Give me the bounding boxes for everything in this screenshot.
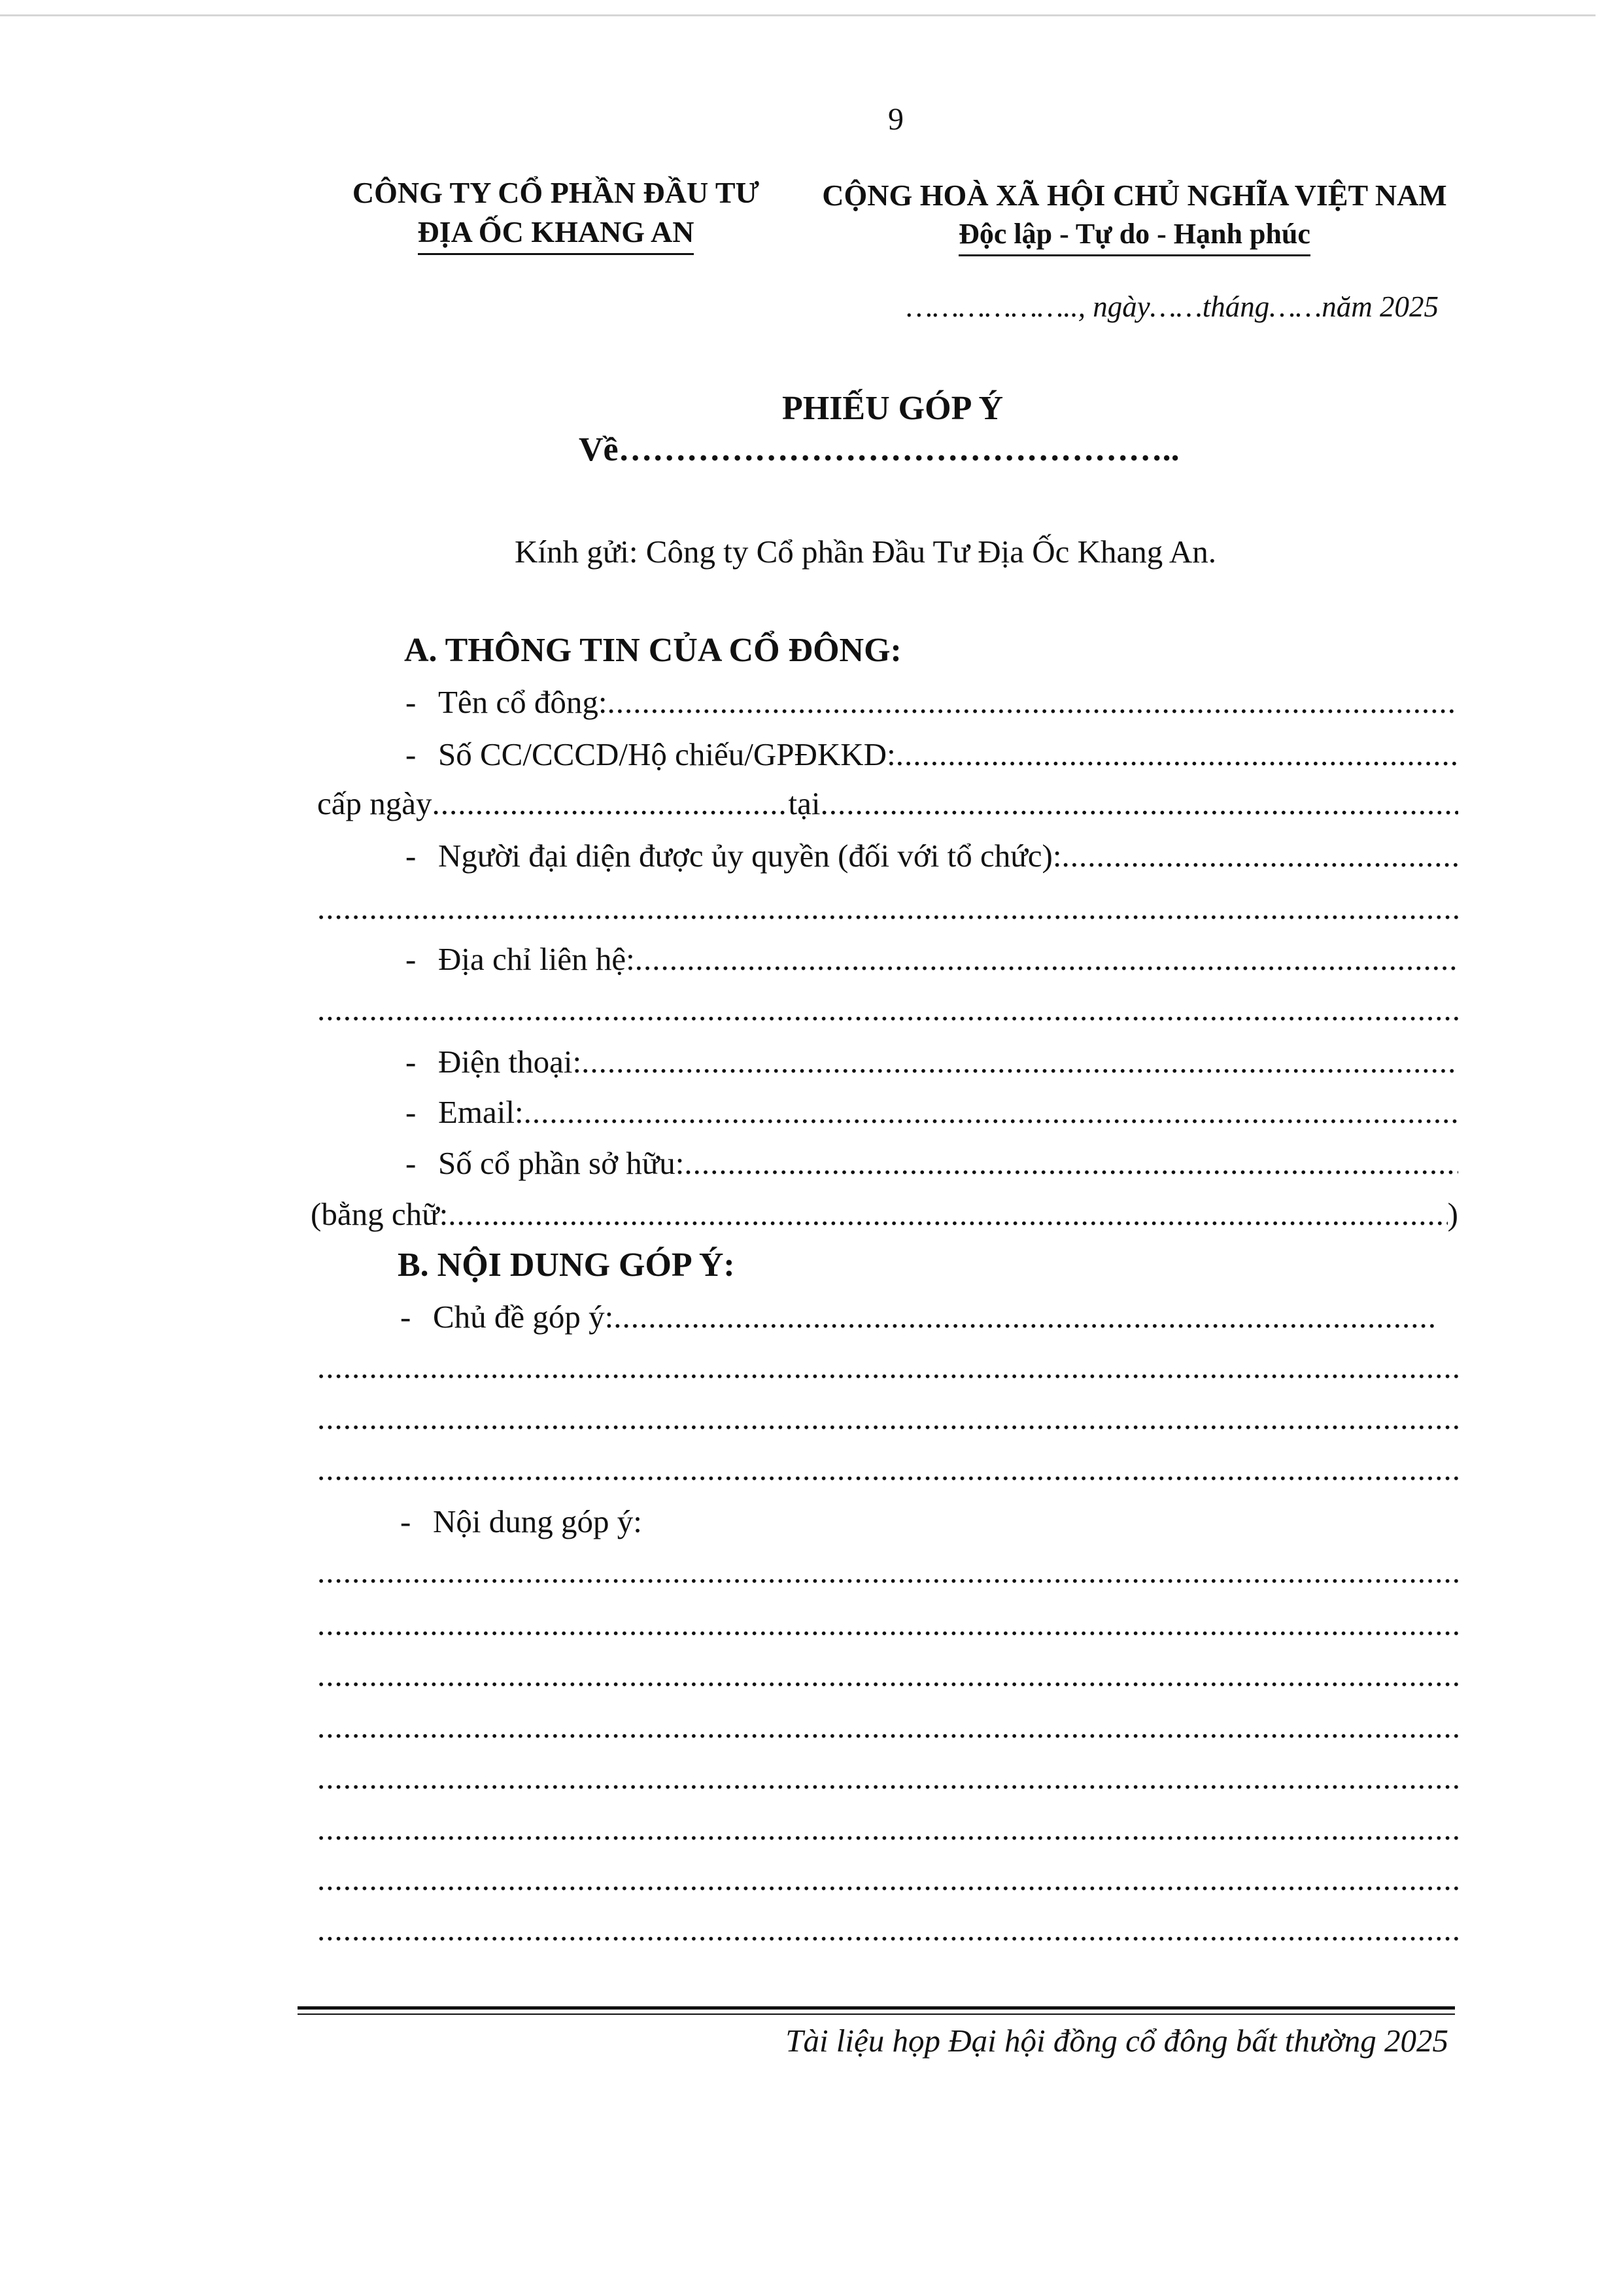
bullet-dash: -	[400, 1299, 411, 1335]
fill-line	[317, 1348, 1458, 1386]
fill-line	[317, 1810, 1458, 1847]
field-label: Nội dung góp ý:	[433, 1503, 642, 1539]
national-title: CỘNG HOÀ XÃ HỘI CHỦ NGHĨA VIỆT NAM	[822, 179, 1447, 212]
phone-field[interactable]	[405, 1043, 1458, 1080]
company-name-line2: ĐỊA ỐC KHANG AN	[418, 214, 694, 255]
footer-text: Tài liệu họp Đại hội đồng cổ đông bất thường 2025	[785, 2023, 1448, 2059]
national-motto-wrapper	[791, 217, 1478, 256]
issue-date-place-field[interactable]	[317, 785, 1458, 822]
recipient-line: Kính gửi: Công ty Cổ phần Đầu Tư Địa Ốc Khang An.	[515, 534, 1216, 570]
content-line[interactable]	[317, 1708, 1458, 1745]
fill-line	[820, 785, 1458, 822]
bullet-dash: -	[400, 1503, 411, 1539]
shares-owned-field[interactable]	[405, 1144, 1458, 1182]
fill-line	[607, 683, 1458, 721]
fill-line	[684, 1144, 1458, 1182]
bullet-dash: -	[405, 684, 417, 720]
topic-field[interactable]	[400, 1298, 1437, 1335]
id-number-field[interactable]	[405, 736, 1458, 773]
fill-line	[448, 1195, 1447, 1233]
field-label: Địa chỉ liên hệ:	[438, 941, 635, 977]
field-label: Số CC/CCCD/Hộ chiếu/GPĐKKD:	[438, 736, 896, 772]
field-label: Người đại diện được ủy quyền (đối với tổ chức):	[438, 838, 1062, 874]
bullet-dash: -	[405, 941, 417, 977]
content-line[interactable]	[317, 1656, 1458, 1694]
fill-line	[524, 1093, 1458, 1131]
address-field[interactable]	[405, 940, 1458, 978]
national-motto: Độc lập - Tự do - Hạnh phúc	[959, 217, 1310, 256]
address-field-continued[interactable]	[317, 991, 1458, 1028]
fill-line	[317, 1656, 1458, 1694]
topic-line[interactable]	[317, 1450, 1458, 1488]
company-name-line1: CÔNG TY CỔ PHẦN ĐẦU TƯ	[352, 176, 760, 209]
fill-line	[317, 1860, 1458, 1898]
topic-line[interactable]	[317, 1348, 1458, 1386]
field-label: Chủ đề góp ý:	[433, 1299, 614, 1335]
bullet-dash: -	[405, 1044, 417, 1080]
topic-line[interactable]	[317, 1399, 1458, 1437]
field-label: cấp ngày	[317, 785, 432, 821]
bullet-dash: -	[405, 838, 417, 874]
fill-line	[1061, 837, 1458, 874]
date-line: ……………….., ngày……tháng……năm 2025	[906, 290, 1439, 323]
company-name-line2-wrapper	[320, 214, 791, 255]
bullet-dash: -	[405, 736, 417, 772]
page-number: 9	[888, 102, 904, 137]
fill-line	[432, 785, 789, 822]
section-a-heading: A. THÔNG TIN CỦA CỔ ĐÔNG:	[404, 632, 902, 669]
content-line[interactable]	[317, 1605, 1458, 1643]
fill-line	[317, 1911, 1458, 1948]
field-label: Email:	[438, 1094, 524, 1130]
email-field[interactable]	[405, 1093, 1458, 1131]
field-label: Số cổ phần sở hữu:	[438, 1145, 685, 1181]
fill-line	[581, 1043, 1458, 1080]
fill-line	[317, 1450, 1458, 1488]
field-label: (bằng chữ:	[311, 1196, 449, 1232]
fill-line	[896, 736, 1458, 773]
shareholder-name-field[interactable]	[405, 683, 1458, 721]
fill-line	[317, 1553, 1458, 1590]
fill-line	[317, 889, 1458, 927]
content-line[interactable]	[317, 1759, 1458, 1796]
footer-rule-thin	[298, 2013, 1455, 2015]
bullet-dash: -	[405, 1094, 417, 1130]
representative-field-continued[interactable]	[317, 889, 1458, 927]
bullet-dash: -	[405, 1145, 417, 1181]
fill-line	[317, 1708, 1458, 1745]
content-line[interactable]	[317, 1810, 1458, 1847]
shares-in-words-field[interactable]	[311, 1195, 1458, 1233]
field-label: tại	[788, 785, 821, 821]
form-subject: Về…………………………………………..	[579, 431, 1180, 468]
fill-line	[317, 1759, 1458, 1796]
representative-field[interactable]	[405, 837, 1458, 874]
fill-line	[635, 940, 1458, 978]
field-label: Tên cổ đông:	[438, 684, 607, 720]
closing-parenthesis: )	[1447, 1196, 1458, 1232]
field-label: Điện thoại:	[438, 1044, 582, 1080]
fill-line	[317, 1399, 1458, 1437]
content-line[interactable]	[317, 1553, 1458, 1590]
scan-edge-line	[0, 14, 1596, 16]
form-title: PHIẾU GÓP Ý	[781, 390, 1004, 427]
footer-rule-thick	[298, 2006, 1455, 2010]
section-b-heading: B. NỘI DUNG GÓP Ý:	[398, 1246, 735, 1284]
fill-line	[613, 1298, 1437, 1335]
content-line[interactable]	[317, 1911, 1458, 1948]
fill-line	[317, 1605, 1458, 1643]
fill-line	[317, 991, 1458, 1028]
content-field[interactable]	[400, 1503, 1453, 1540]
content-line[interactable]	[317, 1860, 1458, 1898]
